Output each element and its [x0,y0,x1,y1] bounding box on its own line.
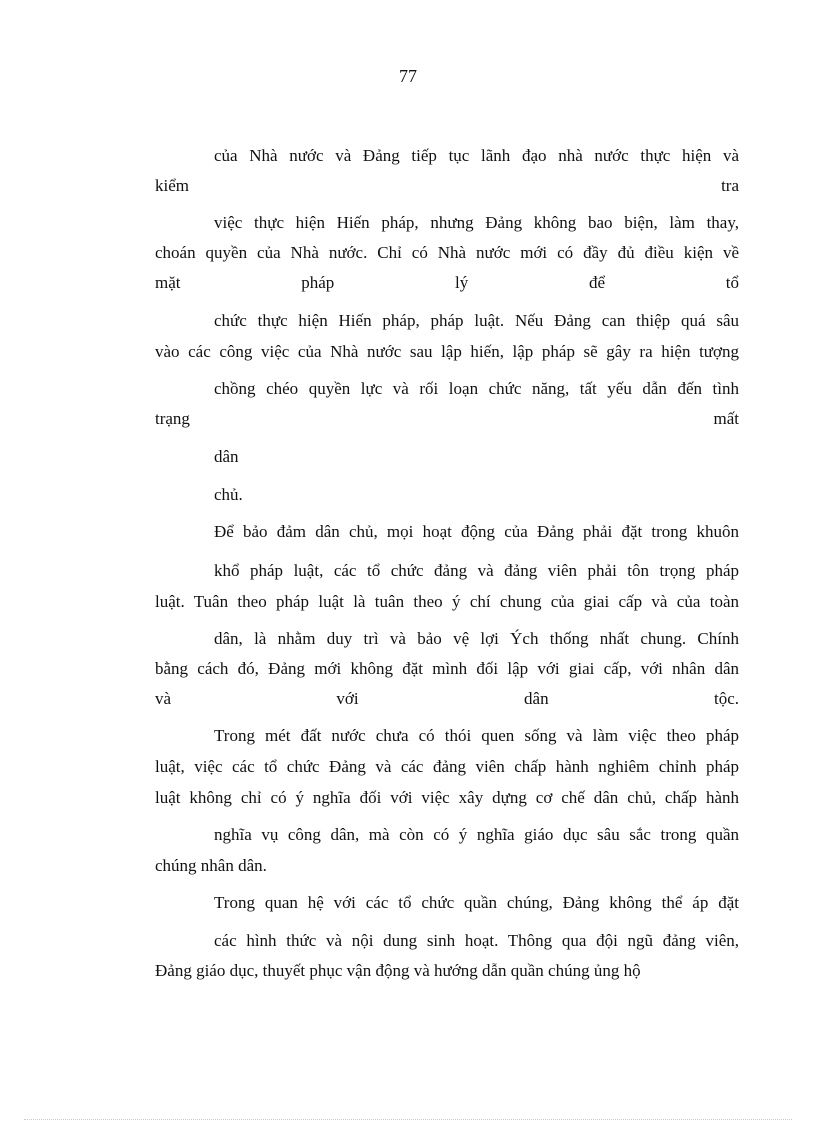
text-line: luật không chỉ có ý nghĩa đối với việc xây dựng cơ chế dân chủ, chấp hành [155,788,739,807]
text-line: chồng chéo quyền lực và rối loạn chức năng, tất yếu dẫn đến tình [214,379,739,398]
text-line: và với dân tộc. [155,689,739,708]
text-line: Để bảo đảm dân chủ, mọi hoạt động của Đảng phải đặt trong khuôn [214,522,739,541]
page-number: 77 [399,66,417,86]
text-line: dân, là nhằm duy trì và bảo vệ lợi Ých thống nhất chung. Chính [214,629,739,648]
text-line: mặt pháp lý để tổ [155,273,739,292]
text-line: chức thực hiện Hiến pháp, pháp luật. Nếu Đảng can thiệp quá sâu [214,311,739,330]
text-line: dân [214,447,239,466]
page-bottom-divider [24,1119,792,1120]
text-line: trạng mất [155,409,739,428]
text-line: luật, việc các tổ chức Đảng và các đảng viên chấp hành nghiêm chỉnh pháp [155,757,739,776]
text-line: bằng cách đó, Đảng mới không đặt mình đối lập với giai cấp, với nhân dân [155,659,739,678]
text-line: chủ. [214,485,243,504]
text-line: vào các công việc của Nhà nước sau lập hiến, lập pháp sẽ gây ra hiện tượng [155,342,739,361]
text-line: nghĩa vụ công dân, mà còn có ý nghĩa giáo dục sâu sắc trong quần [214,825,739,844]
text-line: luật. Tuân theo pháp luật là tuân theo ý chí chung của giai cấp và của toàn [155,592,739,611]
text-line: việc thực hiện Hiến pháp, nhưng Đảng không bao biện, làm thay, [214,213,739,232]
text-line: kiểm tra [155,176,739,195]
text-line: khổ pháp luật, các tổ chức đảng và đảng viên phải tôn trọng pháp [214,561,739,580]
text-line: của Nhà nước và Đảng tiếp tục lãnh đạo nhà nước thực hiện và [214,146,739,165]
text-line: Trong quan hệ với các tổ chức quần chúng, Đảng không thể áp đặt [214,893,739,912]
text-line: Đảng giáo dục, thuyết phục vận động và hướng dẫn quần chúng ủng hộ [155,961,641,980]
text-line: chúng nhân dân. [155,856,267,875]
text-line: các hình thức và nội dung sinh hoạt. Thông qua đội ngũ đảng viên, [214,931,739,950]
text-line: Trong mét đất nước chưa có thói quen sống và làm việc theo pháp [214,726,739,745]
text-line: choán quyền của Nhà nước. Chỉ có Nhà nước mới có đầy đủ điều kiện về [155,243,739,262]
